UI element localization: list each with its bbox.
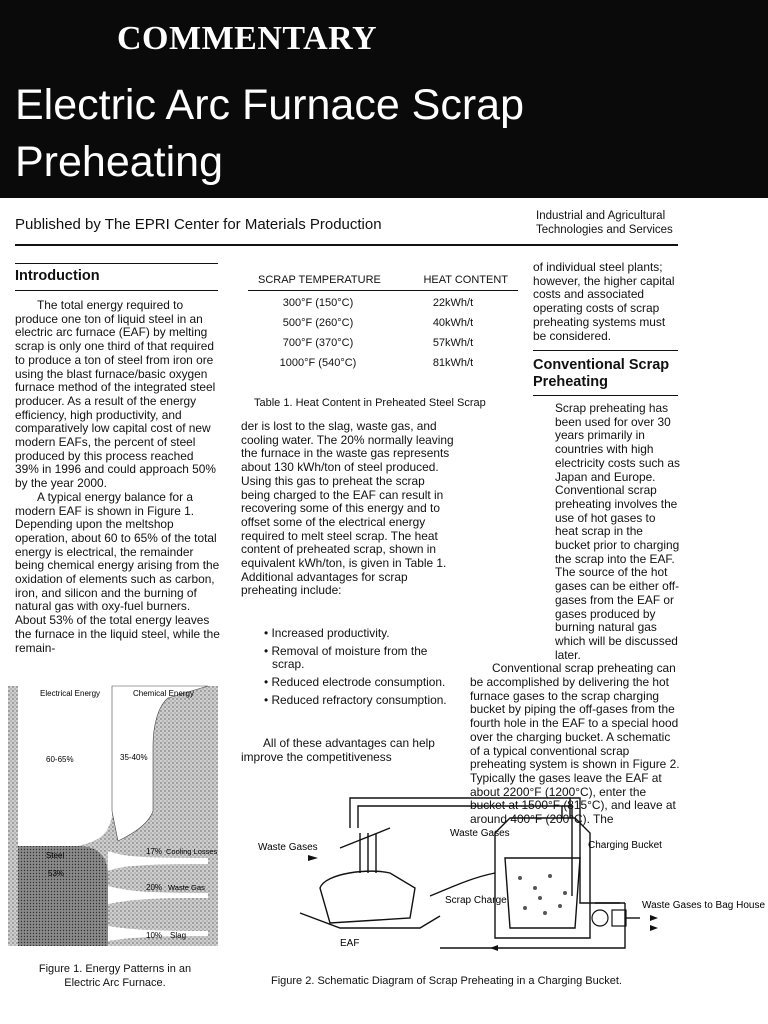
label-chemical-percent: 35-40% <box>120 753 148 762</box>
column-2-text <box>241 420 456 598</box>
kicker: COMMENTARY <box>117 20 378 57</box>
paragraph: A typical energy balance for a modern EAF is shown in Figure 1. Depending upon the meltshop operation, about 60 to 65% of the total energy is electrical, the remainder being chemical energy arising from the oxidation of elements such as carbon, iron, and silicon and the burning of natural gas with oxy-fuel burners. About 53% of the total energy leaves the furnace in the liquid steel, while the remain- <box>15 489 220 655</box>
table-header: SCRAP TEMPERATURE HEAT CONTENT <box>258 274 508 286</box>
label-waste-percent: 20% <box>146 883 163 892</box>
label-steel: Steel <box>46 851 65 860</box>
page-title: Electric Arc Furnace Scrap <box>15 81 525 129</box>
paragraph: Scrap preheating has been used for over 30 years primarily in countries with high electricity costs such as Japan and Europe. Conventional scrap preheating involves the use of hot gases to heat scrap in the bucket prior to charging the scrap into the EAF. The source of the hot gases can be either off-gases from the EAF or gases produced by burning natural gas which will be discussed later. <box>555 401 680 662</box>
label-slag-percent: 10% <box>146 931 163 940</box>
table-rule <box>248 290 518 291</box>
label-cooling: Cooling Losses <box>166 847 218 856</box>
column-2-text-end <box>241 737 456 764</box>
label-slag: Slag <box>170 931 187 940</box>
table-caption: Table 1. Heat Content in Preheated Steel Scrap <box>254 397 486 409</box>
division-label: Industrial and Agricultural Technologies and Services <box>536 210 673 236</box>
paragraph: Conventional scrap preheating can be accomplished by delivering the hot furnace gases to the scrap charging bucket by piping the off-gases from the fourth hole in the EAF to a special hood over the charging bucket. A schematic of a typical conventional scrap preheating system is shown in Figure 2. Typically the gases leave the EAF at about 2200°F (1200°C), enter the bucket at 1500°F (815°C), and leave at around 400°F (200°C). The <box>470 661 680 827</box>
figure-2-schematic <box>240 778 766 968</box>
label-waste-to-baghouse: Waste Gases to Bag House <box>642 900 766 911</box>
label-charging-bucket: Charging Bucket <box>588 840 662 851</box>
paragraph: All of these advantages can help improve the competitiveness <box>241 736 435 764</box>
label-eaf: EAF <box>340 938 360 949</box>
table-row: 1000°F (540°C) 81kWh/t <box>279 357 474 369</box>
header-banner <box>0 0 768 198</box>
publisher-line: Published by The EPRI Center for Materials Production <box>15 216 382 233</box>
label-steel-percent: 53% <box>48 869 65 878</box>
list-item: • Reduced electrode consumption. <box>264 675 446 690</box>
list-item: • Increased productivity. <box>264 626 390 640</box>
section-rule <box>15 263 218 264</box>
section-rule <box>533 350 678 351</box>
label-electrical-percent: 60-65% <box>46 755 74 764</box>
figure-1-caption: Figure 1. Energy Patterns in an Electric Arc Furnace. <box>38 963 192 989</box>
column-3-text-top <box>533 261 681 343</box>
list-item: • Removal of moisture from the scrap. <box>264 643 428 672</box>
column-1-text <box>15 299 220 655</box>
section-rule <box>15 290 218 291</box>
paragraph: The total energy required to produce one ton of liquid steel in an electric arc furnace (EAF) by melting scrap is only one third of that required to produce a ton of steel from iron ore using the blast furnace/basic oxygen furnace method of the integrated steel producer. As a result of the energy efficiency, high productivity, and comparatively low capital cost of new modern EAFs, the percent of steel produced by this process reached 39% in 1996 and could approach 50% by the year 2000. <box>15 298 216 491</box>
label-chemical: Chemical Energy <box>133 689 194 698</box>
section-heading-introduction: Introduction <box>15 268 100 284</box>
label-waste-gases-top: Waste Gases <box>450 828 510 839</box>
paragraph: der is lost to the slag, waste gas, and cooling water. The 20% normally leaving the furnace in the waste gas represents about 130 kWh/ton of steel produced. Using this gas to preheat the scrap being charged to the EAF can result in recovering some of this energy and to offset some of the electrical energy required to melt steel scrap. The heat content of preheated scrap, shown in equivalent kWh/ton, is given in Table 1. Additional advantages for scrap preheating include: <box>241 419 454 598</box>
page-title-continued: Preheating <box>15 138 223 186</box>
label-scrap-charge: Scrap Charge <box>445 895 507 906</box>
list-item: • Reduced refractory consumption. <box>264 692 447 707</box>
label-waste-gases-left: Waste Gases <box>258 842 318 853</box>
column-3-text <box>470 402 680 827</box>
advantages-list <box>264 627 454 712</box>
header-rule <box>15 244 678 246</box>
label-cooling-percent: 17% <box>146 847 163 856</box>
table-row: 300°F (150°C) 22kWh/t <box>282 297 474 309</box>
table-heat-content <box>248 272 518 377</box>
label-electrical: Electrical Energy <box>40 689 101 698</box>
table-row: 500°F (260°C) 40kWh/t <box>282 317 474 329</box>
paragraph: of individual steel plants; however, the higher capital costs and associated operating costs of scrap preheating systems must be considered. <box>533 260 675 343</box>
section-heading-conventional: Conventional Scrap Preheating <box>533 357 670 390</box>
table-row: 700°F (370°C) 57kWh/t <box>282 337 474 349</box>
label-waste-gas: Waste Gas <box>168 883 205 892</box>
section-rule <box>533 395 678 396</box>
figure-1-energy-diagram <box>8 686 218 946</box>
figure-2-caption: Figure 2. Schematic Diagram of Scrap Preheating in a Charging Bucket. <box>271 975 622 987</box>
